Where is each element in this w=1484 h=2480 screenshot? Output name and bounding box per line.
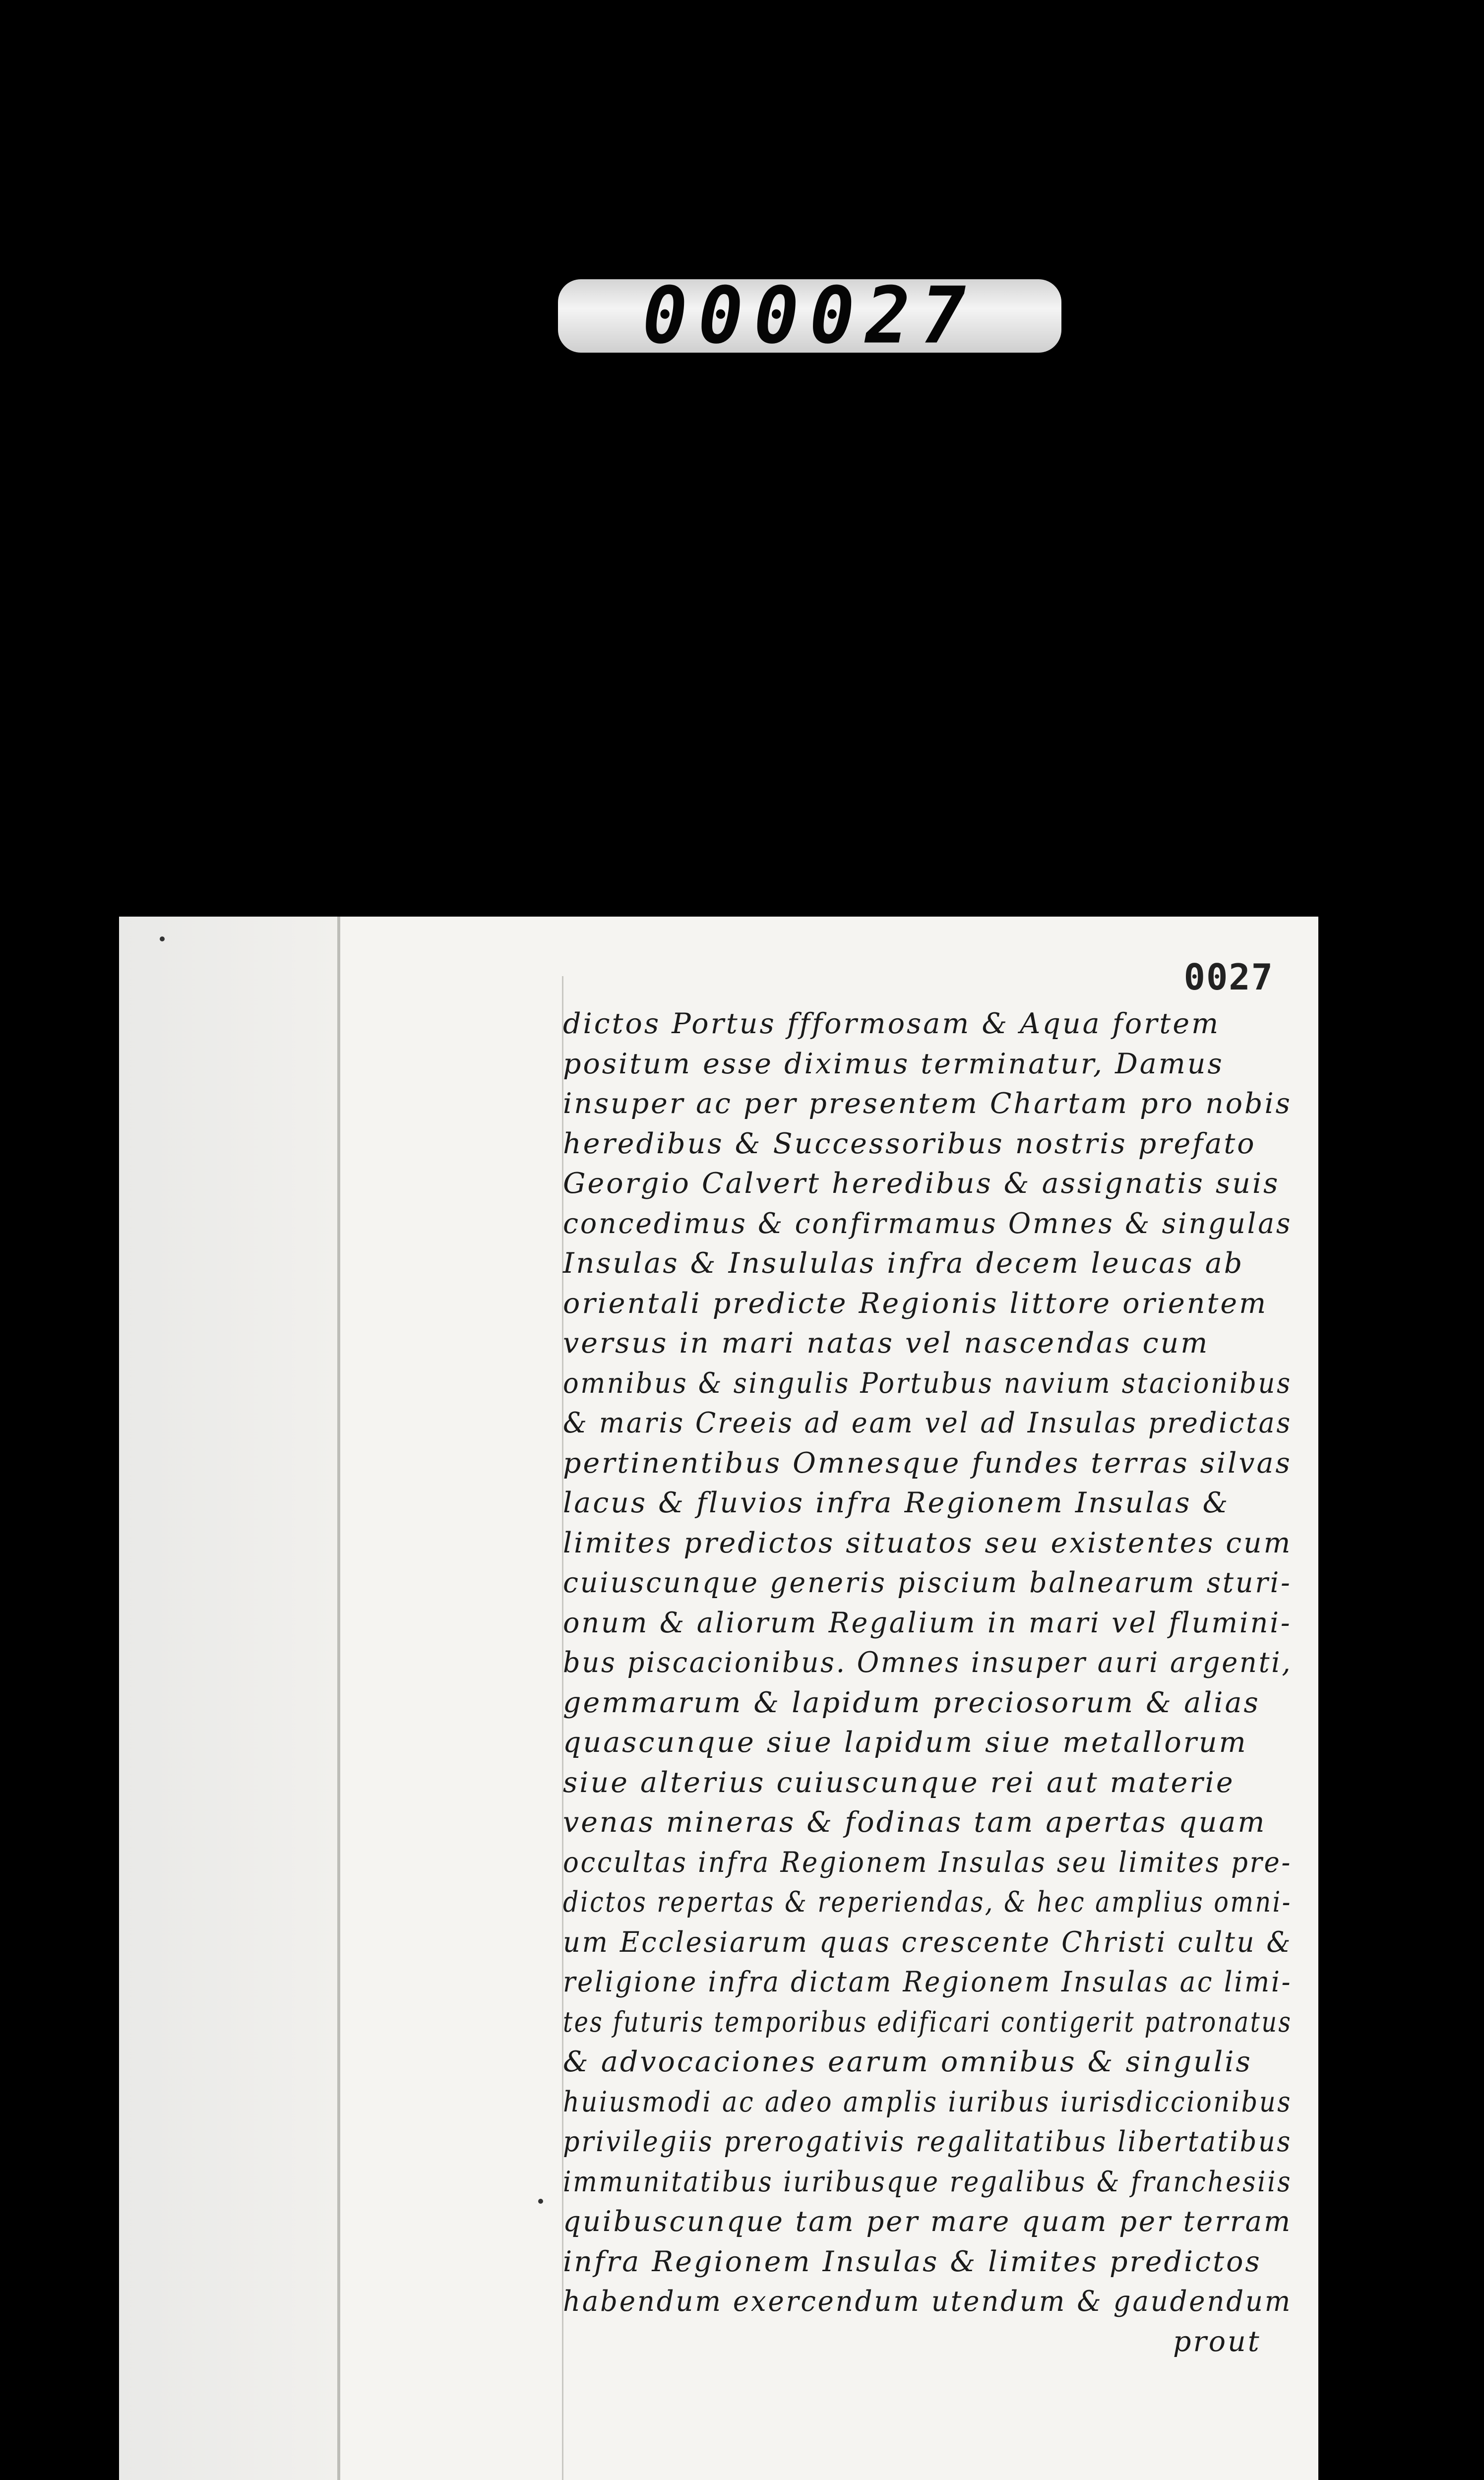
manuscript-line: versus in mari natas vel nascendas cum [563, 1327, 1210, 1360]
manuscript-line: concedimus & confirmamus Omnes & singulas [563, 1207, 1293, 1240]
manuscript-line: omnibus & singulis Portubus navium stacionibus [563, 1366, 1292, 1400]
speck [160, 936, 165, 941]
manuscript-line: quascunque siue lapidum siue metallorum [563, 1726, 1248, 1759]
page-stamp: 0027 [1183, 956, 1274, 998]
manuscript-page [119, 917, 1318, 2480]
manuscript-line: limites predictos situatos seu existentes cum [563, 1526, 1293, 1559]
manuscript-line: dictos repertas & reperiendas, & hec amplius omni- [563, 1886, 1292, 1919]
manuscript-line: infra Regionem Insulas & limites predictos [563, 2245, 1262, 2278]
manuscript-line: venas mineras & fodinas tam apertas quam [563, 1806, 1267, 1839]
frame-number-banner [558, 279, 1061, 353]
manuscript-line: huiusmodi ac adeo amplis iuribus iurisdiccionibus [563, 2085, 1292, 2118]
manuscript-line: tes futuris temporibus edificari contigerit patronatus [563, 2005, 1293, 2039]
manuscript-line: habendum exercendum utendum & gaudendum [563, 2285, 1293, 2318]
manuscript-line: & advocaciones earum omnibus & singulis [563, 2046, 1252, 2078]
manuscript-line: prout [1173, 2325, 1261, 2358]
manuscript-line: Insulas & Insululas infra decem leucas ab [563, 1247, 1244, 1280]
manuscript-line: heredibus & Successoribus nostris prefato [563, 1127, 1256, 1160]
frame-number: 000027 [642, 279, 977, 353]
manuscript-line: & maris Creeis ad eam vel ad Insulas predictas [563, 1407, 1293, 1439]
manuscript-line: onum & aliorum Regalium in mari vel flumini- [563, 1606, 1292, 1639]
manuscript-line: dictos Portus ffformosam & Aqua fortem [563, 1007, 1221, 1040]
manuscript-line: um Ecclesiarum quas crescente Christi cultu & [563, 1925, 1293, 1959]
manuscript-line: pertinentibus Omnesque fundes terras silvas [563, 1446, 1292, 1480]
speck [538, 2199, 543, 2204]
manuscript-line: lacus & fluvios infra Regionem Insulas & [563, 1487, 1230, 1519]
manuscript-line: occultas infra Regionem Insulas seu limites pre- [563, 1846, 1293, 1879]
manuscript-line: orientali predicte Regionis littore orientem [563, 1287, 1268, 1320]
manuscript-line: bus piscacionibus. Omnes insuper auri argenti, [563, 1646, 1293, 1679]
manuscript-line: Georgio Calvert heredibus & assignatis suis [563, 1167, 1280, 1200]
manuscript-line: quibuscunque tam per mare quam per terram [563, 2205, 1293, 2238]
manuscript-line: siue alterius cuiuscunque rei aut materie [563, 1766, 1235, 1799]
binding-rule [337, 917, 340, 2480]
manuscript-line: privilegiis prerogativis regalitatibus libertatibus [563, 2125, 1293, 2158]
manuscript-line: positum esse diximus terminatur, Damus [563, 1047, 1224, 1080]
manuscript-line: insuper ac per presentem Chartam pro nobis [563, 1087, 1292, 1120]
manuscript-line: immunitatibus iuribusque regalibus & franchesiis [563, 2165, 1293, 2198]
page-left-margin-strip [119, 917, 337, 2480]
manuscript-line: cuiuscunque generis piscium balnearum sturi- [563, 1566, 1292, 1599]
manuscript-line: gemmarum & lapidum preciosorum & alias [563, 1686, 1260, 1719]
manuscript-line: religione infra dictam Regionem Insulas ac limi- [563, 1966, 1293, 1998]
